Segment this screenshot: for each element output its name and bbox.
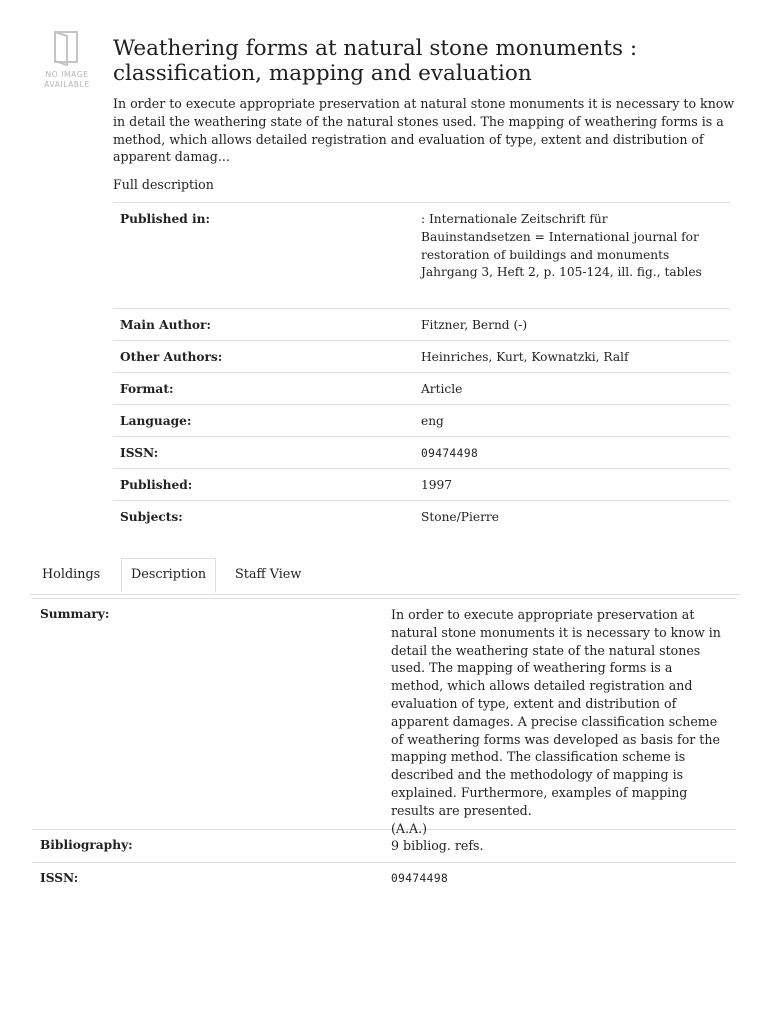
metadata-label: Published in: <box>120 212 211 226</box>
metadata-value-main-author[interactable]: Fitzner, Bernd (-) <box>421 318 528 332</box>
metadata-row-published <box>113 469 730 501</box>
metadata-value-format: Article <box>421 382 463 396</box>
metadata-value-published: 1997 <box>421 478 453 492</box>
description-row-issn <box>32 863 736 896</box>
metadata-label: Language: <box>120 414 192 428</box>
metadata-row-language <box>113 405 730 437</box>
metadata-value-other-authors[interactable]: Heinriches, Kurt, Kownatzki, Ralf <box>421 350 629 364</box>
metadata-value-subjects[interactable]: Stone/Pierre <box>421 510 499 524</box>
metadata-label: Published: <box>120 478 193 492</box>
tab-description[interactable]: Description <box>121 558 216 593</box>
no-image-caption-line2: AVAILABLE <box>44 80 90 89</box>
issn-value: 09474498 <box>391 872 449 885</box>
metadata-row-published-in <box>113 203 730 309</box>
summary-text: In order to execute appropriate preservation at natural stone monuments it is necessary to know in detail the weathering state of the natural stones used. The mapping of weathering forms is a method, which allows detailed registration and evaluation of type, extent and distribution of apparent damages. A precise classification scheme of weathering forms was developed as basis for the mapping method. The classification scheme is described and the methodology of mapping is explained. Furthermore, examples of mapping results are presented. <box>391 607 721 818</box>
record-title: Weathering forms at natural stone monuments : classification, mapping and evaluation <box>113 36 638 86</box>
metadata-table <box>113 202 730 533</box>
full-description-link[interactable]: Full description <box>113 177 214 192</box>
metadata-value-issn: 09474498 <box>421 447 479 460</box>
bibliography-label: Bibliography: <box>40 838 133 852</box>
summary-label: Summary: <box>40 607 110 621</box>
metadata-label: Format: <box>120 382 174 396</box>
tab-holdings[interactable]: Holdings <box>42 567 101 582</box>
metadata-label: Main Author: <box>120 318 211 332</box>
metadata-row-main-author <box>113 309 730 341</box>
bibliography-value: 9 bibliog. refs. <box>391 838 484 853</box>
summary-attribution: (A.A.) <box>391 820 428 836</box>
metadata-value-language: eng <box>421 414 444 428</box>
description-table <box>32 598 736 896</box>
metadata-label: Subjects: <box>120 510 183 524</box>
metadata-label: Other Authors: <box>120 350 223 364</box>
tab-staff-view[interactable]: Staff View <box>235 567 302 582</box>
metadata-row-issn <box>113 437 730 469</box>
no-image-placeholder <box>38 30 96 92</box>
summary-value <box>391 606 736 836</box>
metadata-label: ISSN: <box>120 446 159 460</box>
record-tabs <box>30 558 740 595</box>
issn-label: ISSN: <box>40 871 79 885</box>
record-abstract: In order to execute appropriate preservation at natural stone monuments it is necessary to know in detail the weathering state of the natural stones used. The mapping of weathering forms is a method, which allows detailed registration and evaluation of type, extent and distribution of apparent damag... <box>113 96 735 165</box>
no-image-caption-line1: NO IMAGE <box>45 70 89 79</box>
metadata-row-subjects <box>113 501 730 533</box>
metadata-row-other-authors <box>113 341 730 373</box>
metadata-row-format <box>113 373 730 405</box>
description-row-summary <box>32 599 736 836</box>
no-image-icon <box>52 30 82 66</box>
metadata-value-published-in[interactable]: : Internationale Zeitschrift für Bauinstandsetzen = International journal for restoration of buildings and monuments Jahrgang 3, Heft 2, p. 105-124, ill. fig., tables <box>421 212 702 280</box>
